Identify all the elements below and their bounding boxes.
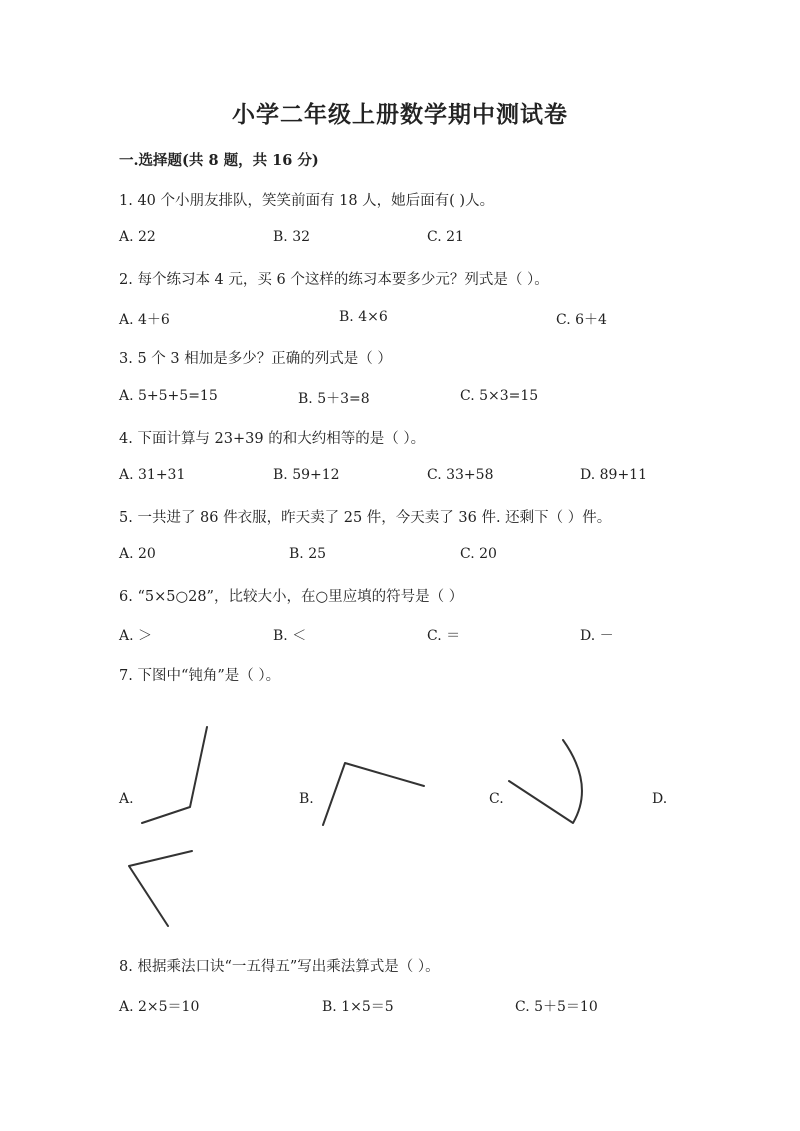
q8-option-c: C. 5＋5＝10 (515, 999, 598, 1015)
angle-figure-a (142, 727, 207, 823)
question-7: 7. 下图中“钝角”是（ ）。 (119, 668, 281, 684)
page-title: 小学二年级上册数学期中测试卷 (232, 101, 568, 128)
q4-option-d: D. 89+11 (580, 467, 647, 483)
angle-figure-d (129, 851, 192, 926)
angle-figure-b (323, 763, 424, 825)
q7-option-b: B. (299, 791, 314, 807)
q1-option-b: B. 32 (273, 229, 311, 245)
q1-option-a: A. 22 (119, 229, 156, 245)
q7-option-d: D. (652, 791, 668, 807)
q3-option-b: B. 5＋3=8 (298, 391, 370, 407)
q6-option-b: B. ＜ (273, 628, 307, 644)
q3-option-c: C. 5×3=15 (460, 388, 539, 404)
question-8: 8. 根据乘法口诀“一五得五”写出乘法算式是（ ）。 (119, 959, 440, 975)
q7-option-a: A. (119, 791, 134, 807)
q6-option-d: D. － (580, 628, 614, 644)
question-1: 1. 40 个小朋友排队，笑笑前面有 18 人，她后面有( )人。 (119, 193, 495, 209)
q8-option-a: A. 2×5＝10 (119, 999, 200, 1015)
question-3: 3. 5 个 3 相加是多少？正确的列式是（ ） (119, 351, 392, 367)
q6-option-c: C. ＝ (427, 628, 461, 644)
q6-option-a: A. ＞ (119, 628, 153, 644)
q5-option-b: B. 25 (289, 546, 327, 562)
q4-option-c: C. 33+58 (427, 467, 494, 483)
q3-option-a: A. 5+5+5=15 (119, 388, 218, 404)
q2-option-a: A. 4＋6 (119, 312, 170, 328)
q4-option-b: B. 59+12 (273, 467, 340, 483)
question-6: 6. “5×5○28”，比较大小，在○里应填的符号是（ ） (119, 589, 464, 605)
question-2: 2. 每个练习本 4 元，买 6 个这样的练习本要多少元？列式是（ ）。 (119, 272, 549, 288)
q5-option-a: A. 20 (119, 546, 156, 562)
question-4: 4. 下面计算与 23+39 的和大约相等的是（ ）。 (119, 431, 426, 447)
angle-figure-c (509, 740, 582, 823)
q4-option-a: A. 31+31 (119, 467, 186, 483)
question-5: 5. 一共进了 86 件衣服，昨天卖了 25 件，今天卖了 36 件. 还剩下（ ）件。 (119, 510, 612, 526)
q2-option-c: C. 6＋4 (556, 312, 607, 328)
q8-option-b: B. 1×5＝5 (322, 999, 394, 1015)
section-heading: 一.选择题(共 8 题，共 16 分) (119, 152, 319, 169)
q5-option-c: C. 20 (460, 546, 497, 562)
q1-option-c: C. 21 (427, 229, 464, 245)
q7-option-c: C. (489, 791, 504, 807)
q2-option-b: B. 4×6 (339, 309, 388, 325)
